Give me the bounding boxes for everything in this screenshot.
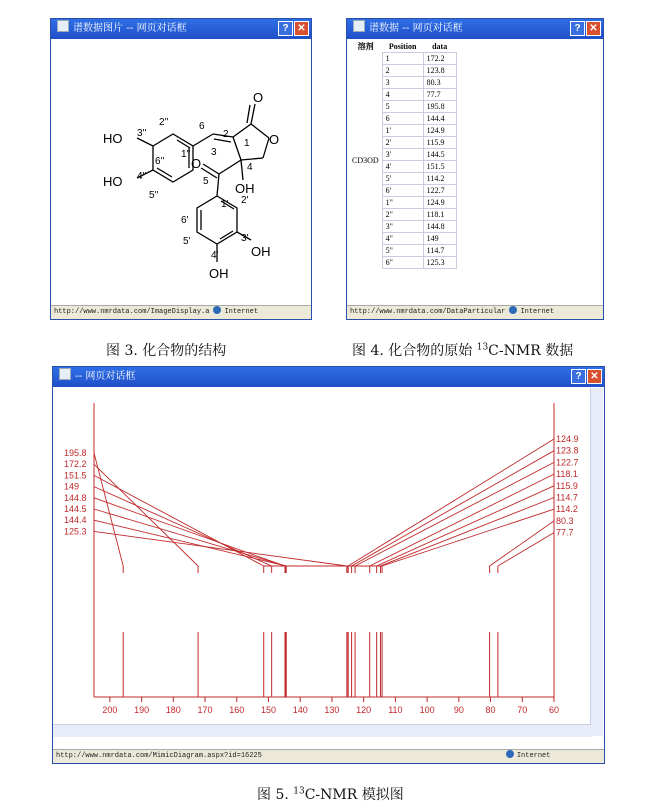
left-peak-label: 151.5 (64, 470, 87, 481)
position-cell: 4" (382, 233, 423, 245)
left-peak-label: 125.3 (64, 526, 87, 537)
bond-c3-c2 (233, 137, 241, 160)
bond-c3-c5 (219, 160, 241, 174)
right-peak-label: 115.9 (556, 480, 578, 491)
bond-c2-c1 (233, 124, 251, 137)
structure-window-title: 谱数据图片 -- 网页对话框 (73, 23, 187, 34)
label-3: 3 (211, 147, 217, 158)
label-1: 1 (244, 138, 250, 149)
right-connector (498, 533, 554, 566)
c5-oxygen: O (191, 156, 202, 171)
x-tick-label: 160 (229, 705, 245, 715)
right-peak-label: 114.7 (556, 492, 578, 503)
position-cell: 3" (382, 221, 423, 233)
data-cell: 195.8 (423, 101, 456, 113)
oh-c4p: OH (209, 266, 229, 281)
position-cell: 5" (382, 245, 423, 257)
figure-3-caption: 图 3. 化合物的结构 (106, 343, 227, 359)
position-cell: 6" (382, 257, 423, 269)
data-cell: 77.7 (423, 89, 456, 101)
data-cell: 122.7 (423, 185, 456, 197)
label-2: 2 (223, 129, 229, 140)
x-tick-label: 190 (134, 705, 150, 715)
label-4pp: 4'' (137, 171, 147, 182)
data-cell: 125.3 (423, 257, 456, 269)
position-cell: 4 (382, 89, 423, 101)
position-cell: 6' (382, 185, 423, 197)
oh-c3p: OH (251, 244, 271, 259)
left-connector (94, 509, 286, 566)
right-peak-label: 80.3 (556, 515, 574, 526)
header-position: Position (388, 42, 417, 51)
right-connector (348, 439, 554, 566)
position-cell: 2" (382, 209, 423, 221)
label-5pp: 5'' (149, 190, 159, 201)
data-cell: 123.8 (423, 65, 456, 77)
data-cell: 144.8 (423, 221, 456, 233)
caption-text: C-NMR 模拟图 (304, 787, 404, 803)
label-2pp: 2'' (159, 117, 169, 128)
nmr-spectrum-window-titlebar[interactable] (53, 367, 604, 387)
data-cell: 118.1 (423, 209, 456, 221)
vertical-scrollbar[interactable] (590, 388, 603, 736)
horizontal-scrollbar[interactable] (53, 724, 591, 737)
position-cell: 2 (382, 65, 423, 77)
close-button[interactable]: ✕ (294, 21, 309, 36)
right-connector (352, 451, 554, 566)
header-solvent: 溶剂 (357, 42, 374, 52)
caption-sup: 13 (293, 786, 305, 797)
bond-c5-c1p (217, 174, 219, 196)
position-cell: 5' (382, 173, 423, 185)
label-6: 6 (199, 121, 205, 132)
bond-c4-c3 (241, 158, 263, 160)
bond-c1-o-keto (251, 104, 255, 124)
data-cell: 149 (423, 233, 456, 245)
globe-icon (509, 306, 517, 314)
position-cell: 5 (382, 101, 423, 113)
right-peak-label: 122.7 (556, 457, 579, 468)
data-cell: 124.9 (423, 197, 456, 209)
data-cell: 124.9 (423, 125, 456, 137)
right-connector (377, 486, 554, 566)
left-peak-label: 144.4 (64, 515, 87, 526)
data-cell: 115.9 (423, 137, 456, 149)
figure-4-caption (352, 340, 573, 360)
nmr-data-window (346, 18, 604, 320)
nmr-spectrum-window (52, 366, 605, 764)
caption-text: 图 5. (257, 787, 294, 803)
window-app-icon (353, 20, 365, 32)
close-button[interactable]: ✕ (586, 21, 601, 36)
status-zone: Internet (520, 308, 555, 316)
left-peak-label: 149 (64, 481, 80, 492)
right-peak-label: 118.1 (556, 469, 578, 480)
chemical-structure (51, 40, 311, 308)
caption-sup: 13 (476, 342, 489, 353)
bond-c3-oh (241, 160, 243, 180)
ring-double-bond (177, 140, 190, 148)
ring-oxygen: O (269, 132, 280, 147)
table-row (349, 53, 456, 65)
caption-text: C-NMR 数据 (488, 343, 574, 359)
table-header-row (349, 41, 456, 53)
left-peak-label: 172.2 (64, 459, 87, 470)
x-tick-label: 180 (165, 705, 181, 715)
help-button[interactable]: ? (571, 369, 586, 384)
help-button[interactable]: ? (570, 21, 585, 36)
label-2p: 2' (241, 195, 249, 206)
label-5p: 5' (183, 236, 191, 247)
globe-icon (506, 750, 514, 758)
oh-c4pp: HO (103, 174, 123, 189)
right-connector (370, 474, 554, 566)
header-data: data (432, 42, 448, 51)
right-peak-label: 124.9 (556, 434, 579, 444)
oh-c3pp: HO (103, 131, 123, 146)
x-tick-label: 170 (197, 705, 213, 715)
nmr-spectrum-statusbar (53, 749, 604, 763)
x-tick-label: 130 (324, 705, 340, 715)
position-cell: 2' (382, 137, 423, 149)
status-url: http://www.nmrdata.com/DataParticular (350, 308, 506, 316)
figure-5-caption (257, 784, 404, 804)
nmr-data-table (349, 41, 457, 269)
x-tick-label: 150 (260, 705, 276, 715)
label-3pp: 3'' (137, 128, 147, 139)
position-cell: 3 (382, 77, 423, 89)
catechol-ring-lower (197, 196, 237, 244)
status-zone: Internet (516, 752, 551, 760)
status-url: http://www.nmrdata.com/ImageDisplay.a (54, 308, 210, 316)
label-4: 4 (247, 162, 253, 173)
data-cell: 114.7 (423, 245, 456, 257)
x-tick-label: 80 (485, 705, 496, 715)
position-cell: 1 (382, 53, 423, 65)
x-tick-label: 70 (517, 705, 528, 715)
label-1p: 1' (221, 199, 229, 210)
close-button[interactable]: ✕ (587, 369, 602, 384)
data-cell: 151.5 (423, 161, 456, 173)
nmr-spectrum-chart (53, 388, 591, 736)
left-peak-label: 144.8 (64, 492, 87, 503)
data-cell: 144.4 (423, 113, 456, 125)
x-tick-label: 100 (419, 705, 435, 715)
label-6p: 6' (181, 215, 189, 226)
position-cell: 6 (382, 113, 423, 125)
label-3p: 3' (241, 233, 249, 244)
bond-c1pp-c6 (193, 134, 213, 146)
right-peak-label: 77.7 (556, 527, 574, 538)
left-connector (94, 498, 285, 566)
structure-window (50, 18, 312, 320)
right-peak-label: 123.8 (556, 445, 579, 456)
status-zone: Internet (224, 308, 259, 316)
label-4p: 4' (211, 250, 219, 261)
right-connector (382, 509, 554, 566)
left-connector (94, 531, 347, 566)
nmr-data-window-titlebar[interactable] (347, 19, 603, 39)
position-cell: 1" (382, 197, 423, 209)
x-tick-label: 90 (453, 705, 464, 715)
keto-oxygen: O (253, 90, 264, 105)
solvent-cell: CD3OD (352, 156, 379, 165)
help-button[interactable]: ? (278, 21, 293, 36)
left-peak-label: 195.8 (64, 448, 87, 458)
window-app-icon (57, 20, 69, 32)
bond-c1-o (251, 124, 269, 138)
structure-window-titlebar[interactable] (51, 19, 311, 39)
data-cell: 144.5 (423, 149, 456, 161)
nmr-data-window-title: 谱数据 -- 网页对话框 (369, 23, 463, 34)
position-cell: 3' (382, 149, 423, 161)
data-cell: 80.3 (423, 77, 456, 89)
nmr-data-statusbar (347, 305, 603, 319)
status-url: http://www.nmrdata.com/MimicDiagram.aspx?id=16225 (56, 752, 262, 760)
globe-icon (213, 306, 221, 314)
data-cell: 172.2 (423, 53, 456, 65)
nmr-spectrum-window-title: -- 网页对话框 (75, 371, 136, 382)
bond-c1-o-keto-double (247, 105, 250, 123)
ring-double-bond (157, 168, 172, 177)
label-5: 5 (203, 176, 209, 187)
label-1pp: 1'' (181, 149, 191, 160)
x-tick-label: 110 (388, 705, 403, 715)
position-cell: 1' (382, 125, 423, 137)
window-app-icon (59, 368, 71, 380)
bond-c3pp-oh (137, 138, 153, 146)
left-connector (94, 453, 123, 566)
left-peak-label: 144.5 (64, 504, 87, 514)
position-cell: 4' (382, 161, 423, 173)
x-tick-label: 140 (292, 705, 308, 715)
x-tick-label: 60 (548, 705, 560, 715)
data-cell: 114.2 (423, 173, 456, 185)
caption-text: 图 4. 化合物的原始 (352, 343, 477, 359)
structure-statusbar (51, 305, 311, 319)
x-tick-label: 200 (102, 705, 118, 715)
oh-c3: OH (235, 181, 255, 196)
label-6pp: 6'' (155, 156, 165, 167)
right-peak-label: 114.2 (556, 504, 578, 515)
x-tick-label: 120 (356, 705, 372, 715)
bond-c5-o (203, 164, 219, 174)
